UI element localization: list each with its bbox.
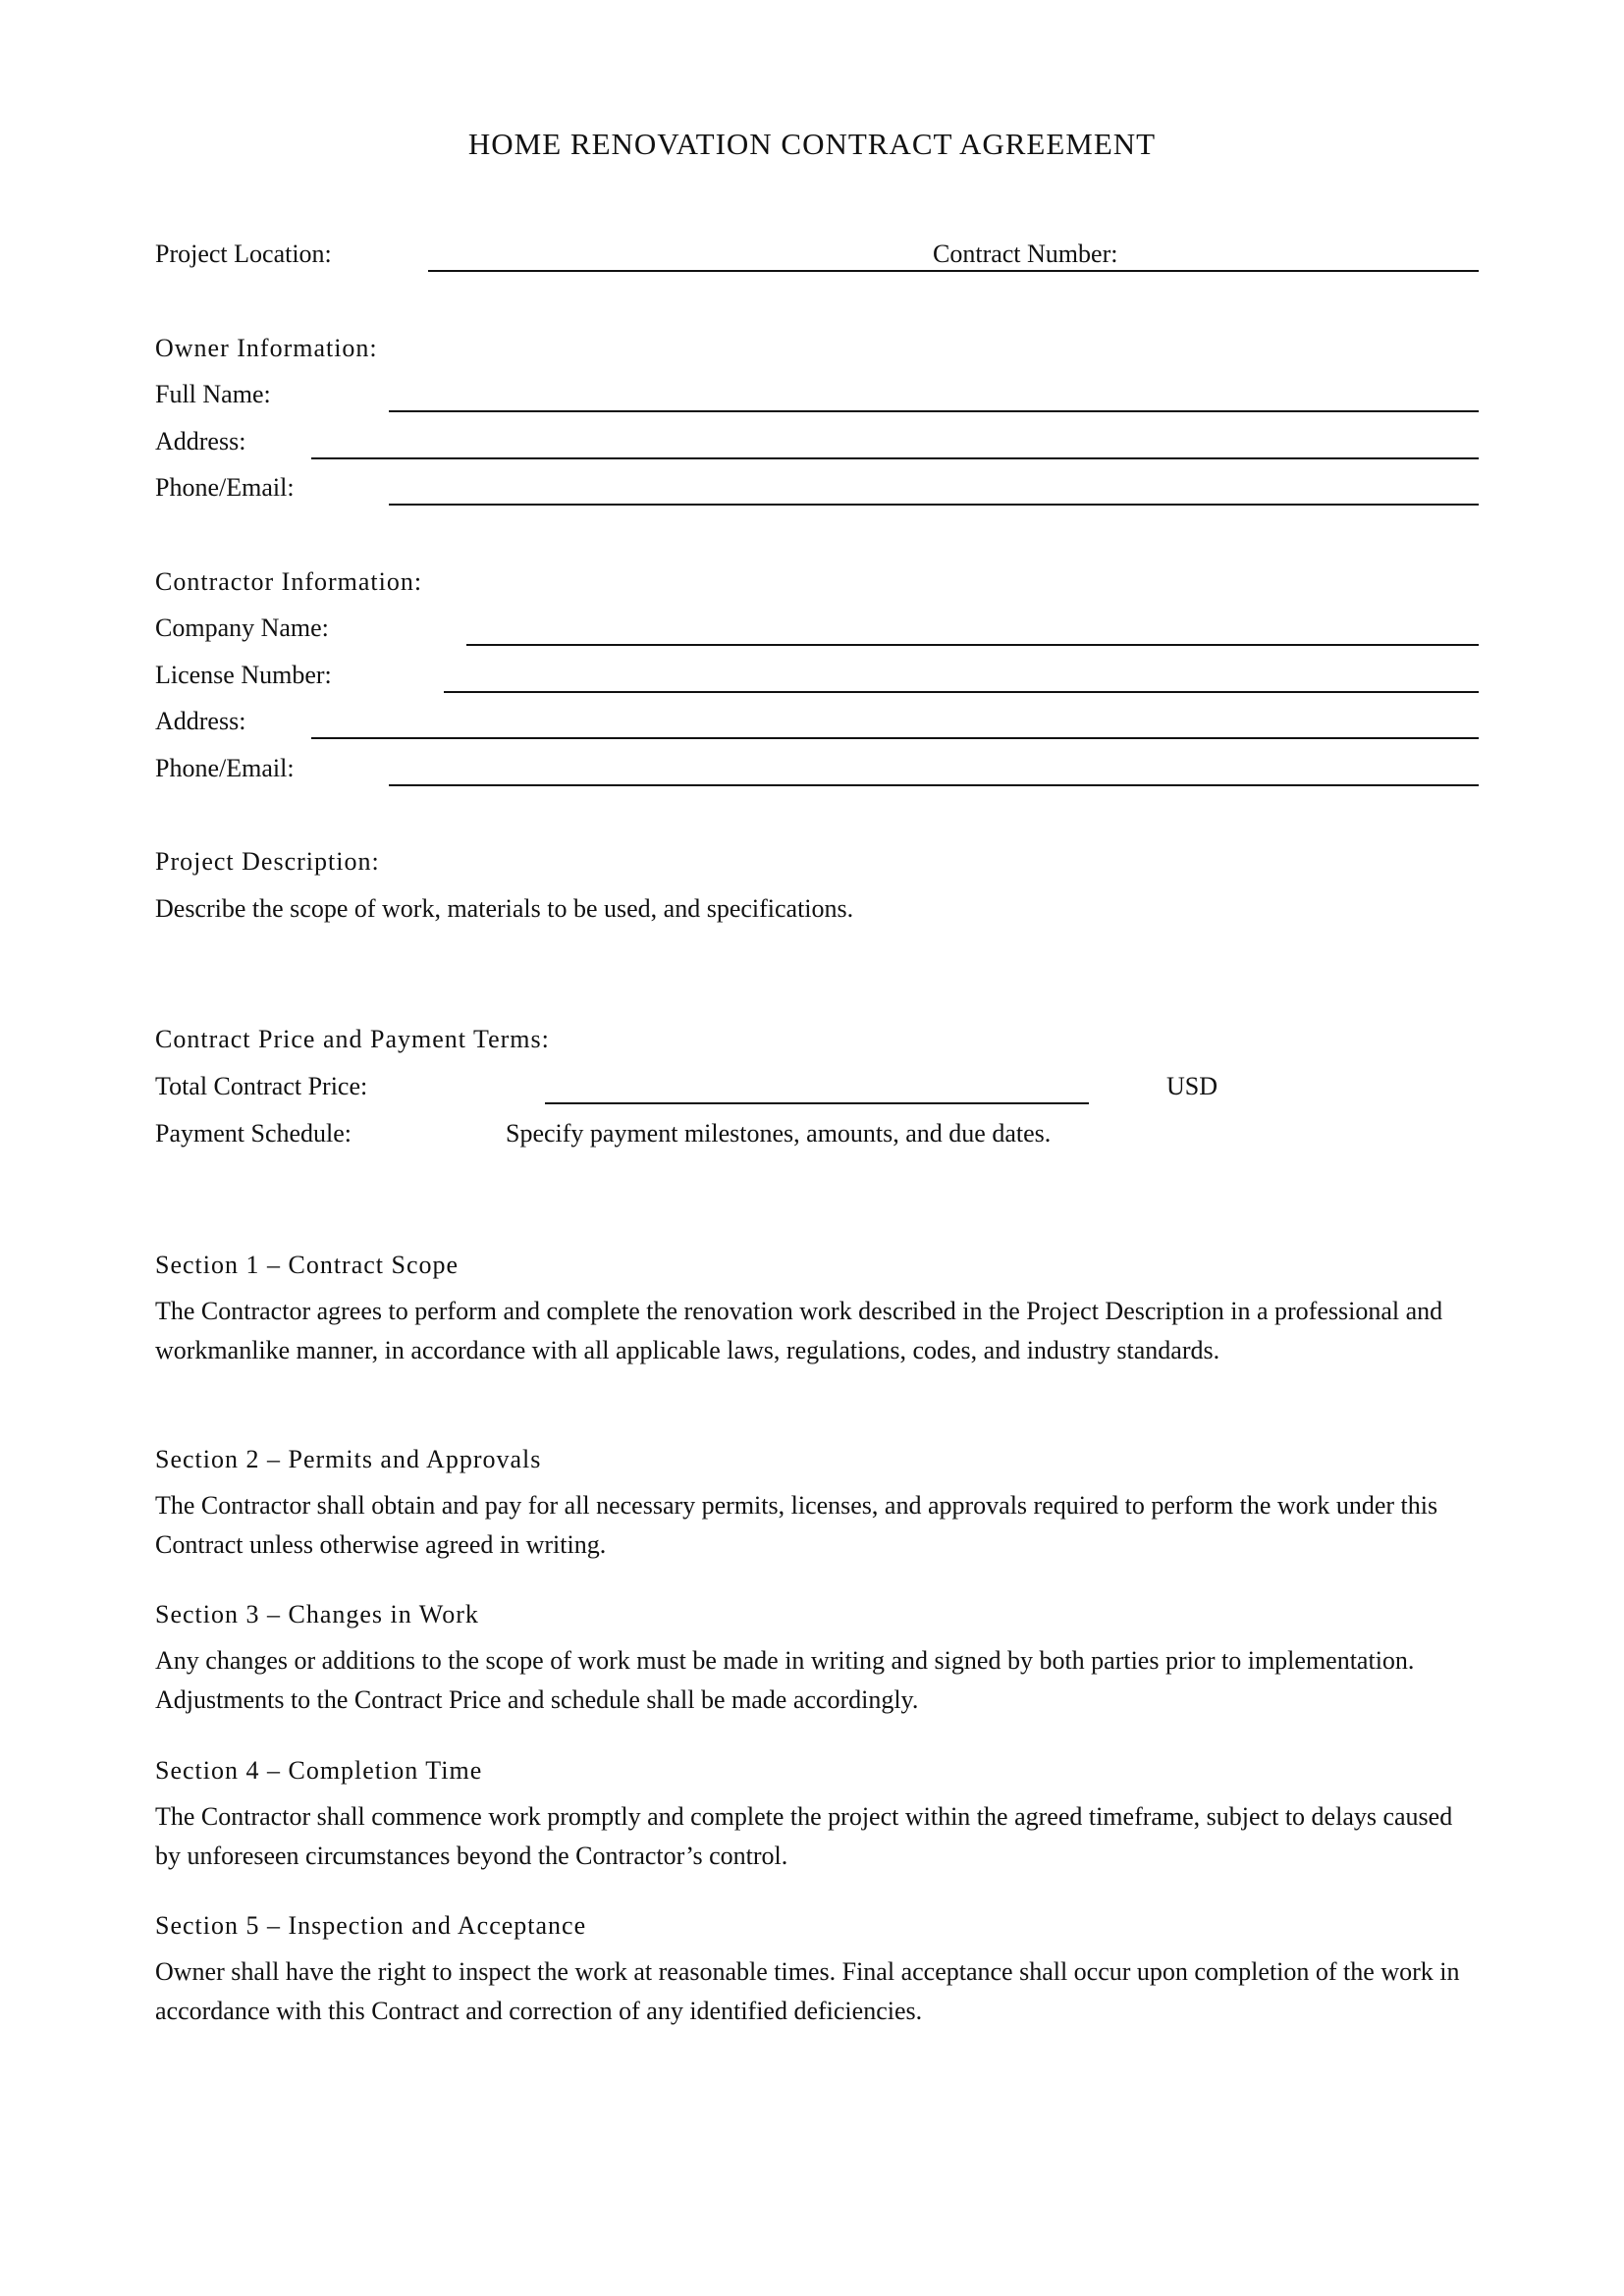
section-3-body: Any changes or additions to the scope of work must be made in writing and signed by both parties prior to implementation. Adjustments to the Contract Price and schedule shall be made accordingly. <box>155 1646 1415 1714</box>
price-terms-heading: Contract Price and Payment Terms: <box>155 1025 550 1053</box>
project-description-instruction: Describe the scope of work, materials to be used, and specifications. <box>155 894 854 923</box>
payment-schedule-instruction: Specify payment milestones, amounts, and due dates. <box>506 1119 1052 1148</box>
owner-phone-email-line <box>389 504 1479 506</box>
section-2-heading: Section 2 – Permits and Approvals <box>155 1445 542 1473</box>
project-location-label: Project Location: <box>155 240 332 268</box>
document-title: HOME RENOVATION CONTRACT AGREEMENT <box>467 127 1157 161</box>
owner-address-label: Address: <box>155 427 246 455</box>
contractor-heading: Contractor Information: <box>155 567 423 596</box>
contractor-company-name-label: Company Name: <box>155 614 329 642</box>
contract-number-label: Contract Number: <box>933 240 1118 268</box>
section-5-heading: Section 5 – Inspection and Acceptance <box>155 1911 587 1940</box>
section-2-body: The Contractor shall obtain and pay for all necessary permits, licenses, and approvals required to perform the work under this Contract unless otherwise agreed in writing. <box>155 1491 1438 1559</box>
payment-schedule-label: Payment Schedule: <box>155 1119 352 1148</box>
contractor-license-number-line <box>444 691 1479 693</box>
section-4-body: The Contractor shall commence work promptly and complete the project within the agreed timeframe, subject to delays caused by unforeseen circumstances beyond the Contractor’s control. <box>155 1802 1453 1870</box>
contractor-phone-email-line <box>389 784 1479 786</box>
contractor-license-number-label: License Number: <box>155 661 332 689</box>
total-price-line <box>545 1102 1089 1104</box>
project-description-heading: Project Description: <box>155 847 380 876</box>
section-3-heading: Section 3 – Changes in Work <box>155 1600 479 1629</box>
owner-heading: Owner Information: <box>155 334 378 362</box>
total-price-label: Total Contract Price: <box>155 1072 368 1100</box>
section-1-heading: Section 1 – Contract Scope <box>155 1251 460 1279</box>
currency-label: USD <box>1166 1072 1218 1100</box>
owner-address-line <box>311 457 1479 459</box>
project-location-line <box>428 270 1479 272</box>
contractor-address-line <box>311 737 1479 739</box>
contractor-address-label: Address: <box>155 707 246 735</box>
owner-full-name-line <box>389 410 1479 412</box>
contractor-phone-email-label: Phone/Email: <box>155 754 295 782</box>
section-1-body: The Contractor agrees to perform and complete the renovation work described in the Project Description in a professional and workmanlike manner, in accordance with all applicable laws, regulations, codes, and industry standards. <box>155 1297 1443 1364</box>
owner-phone-email-label: Phone/Email: <box>155 473 295 502</box>
contractor-company-name-line <box>466 644 1479 646</box>
section-4-heading: Section 4 – Completion Time <box>155 1756 483 1785</box>
section-5-body: Owner shall have the right to inspect the work at reasonable times. Final acceptance shall occur upon completion of the work in accordance with this Contract and correction of any identified deficiencies. <box>155 1957 1460 2025</box>
owner-full-name-label: Full Name: <box>155 380 271 408</box>
